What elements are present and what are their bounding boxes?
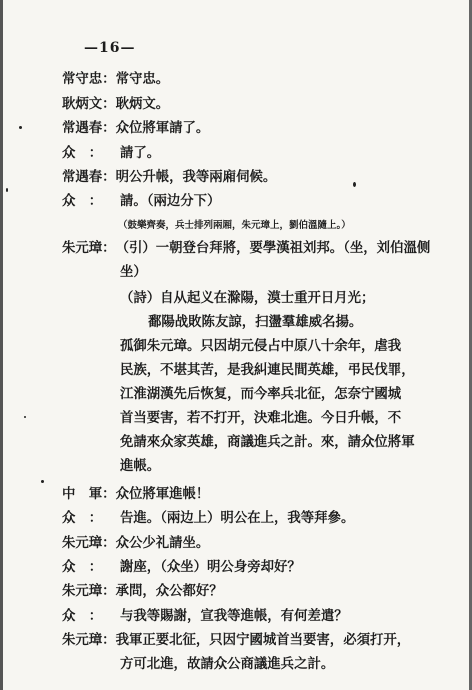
dialogue-line (62, 168, 276, 186)
line-text: 众位將軍進帳！ (115, 486, 210, 502)
dialogue-line (62, 558, 301, 576)
line-text: 承問，众公都好？ (115, 583, 223, 599)
speaker-label: 常守忠： (62, 71, 116, 87)
dialogue-line (62, 534, 209, 552)
line-text: 常守忠。 (115, 71, 170, 87)
speech-line: 免請來众家英雄，商議進兵之計。來，請众位將軍 (120, 434, 415, 450)
dialogue-line (62, 70, 169, 88)
speaker-label: 众 ： (62, 510, 103, 526)
speaker-label: 朱元璋： (62, 632, 116, 648)
line-text: 明公升帳，我等兩廂伺候。 (115, 169, 277, 185)
dialogue-line (62, 144, 160, 162)
line-text: 众公少礼請坐。 (115, 535, 210, 551)
dialogue-line (62, 607, 348, 625)
page-number: —16— (84, 40, 136, 56)
dialogue-line (62, 239, 430, 257)
dialogue-line (62, 119, 209, 137)
speech-line: 孤御朱元璋。只因胡元侵占中原八十余年，虐我 (120, 338, 402, 354)
speaker-label: 朱元璋： (62, 240, 116, 256)
speaker-label: 众 ： (62, 608, 103, 624)
speech-line: 江淮湖漢先后恢复，而今率兵北征，怎奈宁國城 (120, 386, 402, 402)
speech-line: 進帳。 (120, 458, 161, 474)
dialogue-line (62, 192, 220, 210)
scan-speck (19, 126, 22, 129)
speaker-label: 朱元璋： (62, 535, 116, 551)
speaker-label: 朱元璋： (62, 583, 116, 599)
stage-direction: （鼓樂齊奏，兵士排列兩厢，朱元璋上，劉伯溫隨上。） (118, 220, 351, 231)
speaker-label: 常遇春： (62, 120, 116, 136)
line-text: 告進。（兩边上）明公在上，我等拜參。 (120, 510, 355, 526)
line-continuation: 坐） (120, 264, 147, 280)
line-text: 謝座，（众坐）明公身旁却好？ (120, 559, 301, 575)
line-text: 众位將軍請了。 (115, 120, 210, 136)
speech-line: 民族，不堪其苦，是我糾連民間英雄，弔民伐罪， (120, 362, 415, 378)
line-text: 耿炳文。 (115, 96, 170, 112)
scan-speck (24, 416, 26, 418)
dialogue-line (62, 509, 354, 527)
speaker-label: 耿炳文： (62, 96, 116, 112)
line-text: （引）一朝登台拜將，要學漢祖刘邦。（坐，刘伯溫侧 (115, 240, 431, 256)
dialogue-line (62, 582, 223, 600)
scan-edge (0, 0, 3, 690)
speech-line: 首当要害，若不打开，決难北進。今日升帳，不 (120, 410, 402, 426)
scan-speck (41, 480, 44, 483)
poem-line: 鄱陽战敗陈友諒，扫盪羣雄威名揚。 (148, 314, 363, 330)
poem-line: （詩）自从起义在滁陽，漠士重开日月光； (120, 290, 375, 306)
line-continuation: 方可北進，故請众公商議進兵之計。 (120, 656, 335, 672)
line-text: 請了。 (120, 145, 161, 161)
dialogue-line (62, 95, 169, 113)
line-text: 請。（兩边分下） (120, 193, 221, 209)
line-text: 我軍正要北征，只因宁國城首当要害，必須打开， (115, 632, 411, 648)
speaker-label: 众 ： (62, 193, 103, 209)
speaker-label: 常遇春： (62, 169, 116, 185)
scan-speck (353, 182, 356, 187)
line-text: 与我等賜謝，宣我等進帳，有何差遣？ (120, 608, 348, 624)
dialogue-line (62, 631, 410, 649)
scan-speck (6, 188, 8, 192)
speaker-label: 众 ： (62, 559, 103, 575)
dialogue-line (62, 485, 209, 503)
speaker-label: 众 ： (62, 145, 103, 161)
speaker-label: 中 軍： (62, 486, 116, 502)
